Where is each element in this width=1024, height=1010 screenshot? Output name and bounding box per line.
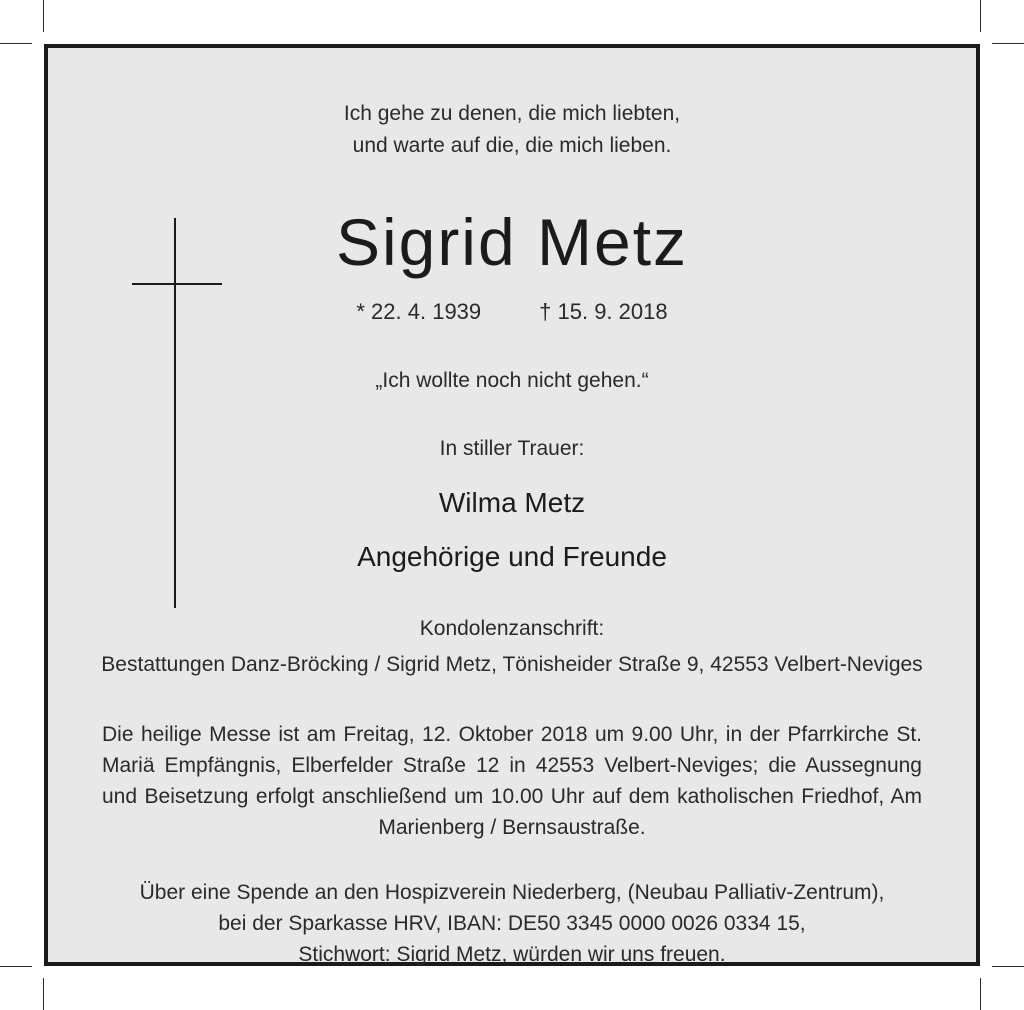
crop-mark-top-right-vertical <box>980 0 981 32</box>
crop-mark-bottom-left-horizontal <box>0 966 32 967</box>
crop-mark-top-left-horizontal <box>0 43 32 44</box>
birth-date: * 22. 4. 1939 <box>356 299 482 325</box>
mourner-primary: Wilma Metz <box>438 487 586 519</box>
obituary-content <box>88 98 936 970</box>
life-dates <box>88 299 936 325</box>
service-details: Die heilige Messe ist am Freitag, 12. Oktober 2018 um 9.00 Uhr, in der Pfarrkirche St. Mariä Empfängnis, Elberfelder Straße 12 in 42553 Velbert-Neviges; die Aussegnung und Beisetzung erfolgt anschließend um 10.00 Uhr auf dem katholischen Friedhof, Am Marienberg / Bernsaustraße. <box>102 723 922 840</box>
donation-line-2: bei der Sparkasse HRV, IBAN: DE50 3345 0000 0026 0334 15, <box>218 912 806 936</box>
condolence-address: Bestattungen Danz-Bröcking / Sigrid Metz, Tönisheider Straße 9, 42553 Velbert-Neviges <box>101 653 923 677</box>
donation-line-1: Über eine Spende an den Hospizverein Niederberg, (Neubau Palliativ-Zentrum), <box>139 881 885 905</box>
crop-mark-bottom-right-vertical <box>980 978 981 1010</box>
crop-mark-top-right-horizontal <box>992 43 1024 44</box>
obituary-card <box>44 44 980 966</box>
motto-line-2: und warte auf die, die mich lieben. <box>352 134 672 157</box>
deceased-name: Sigrid Metz <box>335 205 689 279</box>
crop-mark-bottom-left-vertical <box>43 978 44 1010</box>
obituary-card-inner <box>48 48 976 967</box>
crop-mark-bottom-right-horizontal <box>992 966 1024 967</box>
farewell-quote: „Ich wollte noch nicht gehen.“ <box>375 369 649 393</box>
motto <box>88 98 936 162</box>
donation-line-3: Stichwort: Sigrid Metz, würden wir uns freuen. <box>298 943 726 967</box>
mourning-intro: In stiller Trauer: <box>439 437 585 461</box>
crop-mark-top-left-vertical <box>43 0 44 32</box>
condolence-label: Kondolenzanschrift: <box>419 617 605 641</box>
death-date: † 15. 9. 2018 <box>539 299 668 325</box>
mourner-secondary: Angehörige und Freunde <box>357 541 667 573</box>
donation-request <box>88 877 936 970</box>
motto-line-1: Ich gehe zu denen, die mich liebten, <box>343 102 681 125</box>
